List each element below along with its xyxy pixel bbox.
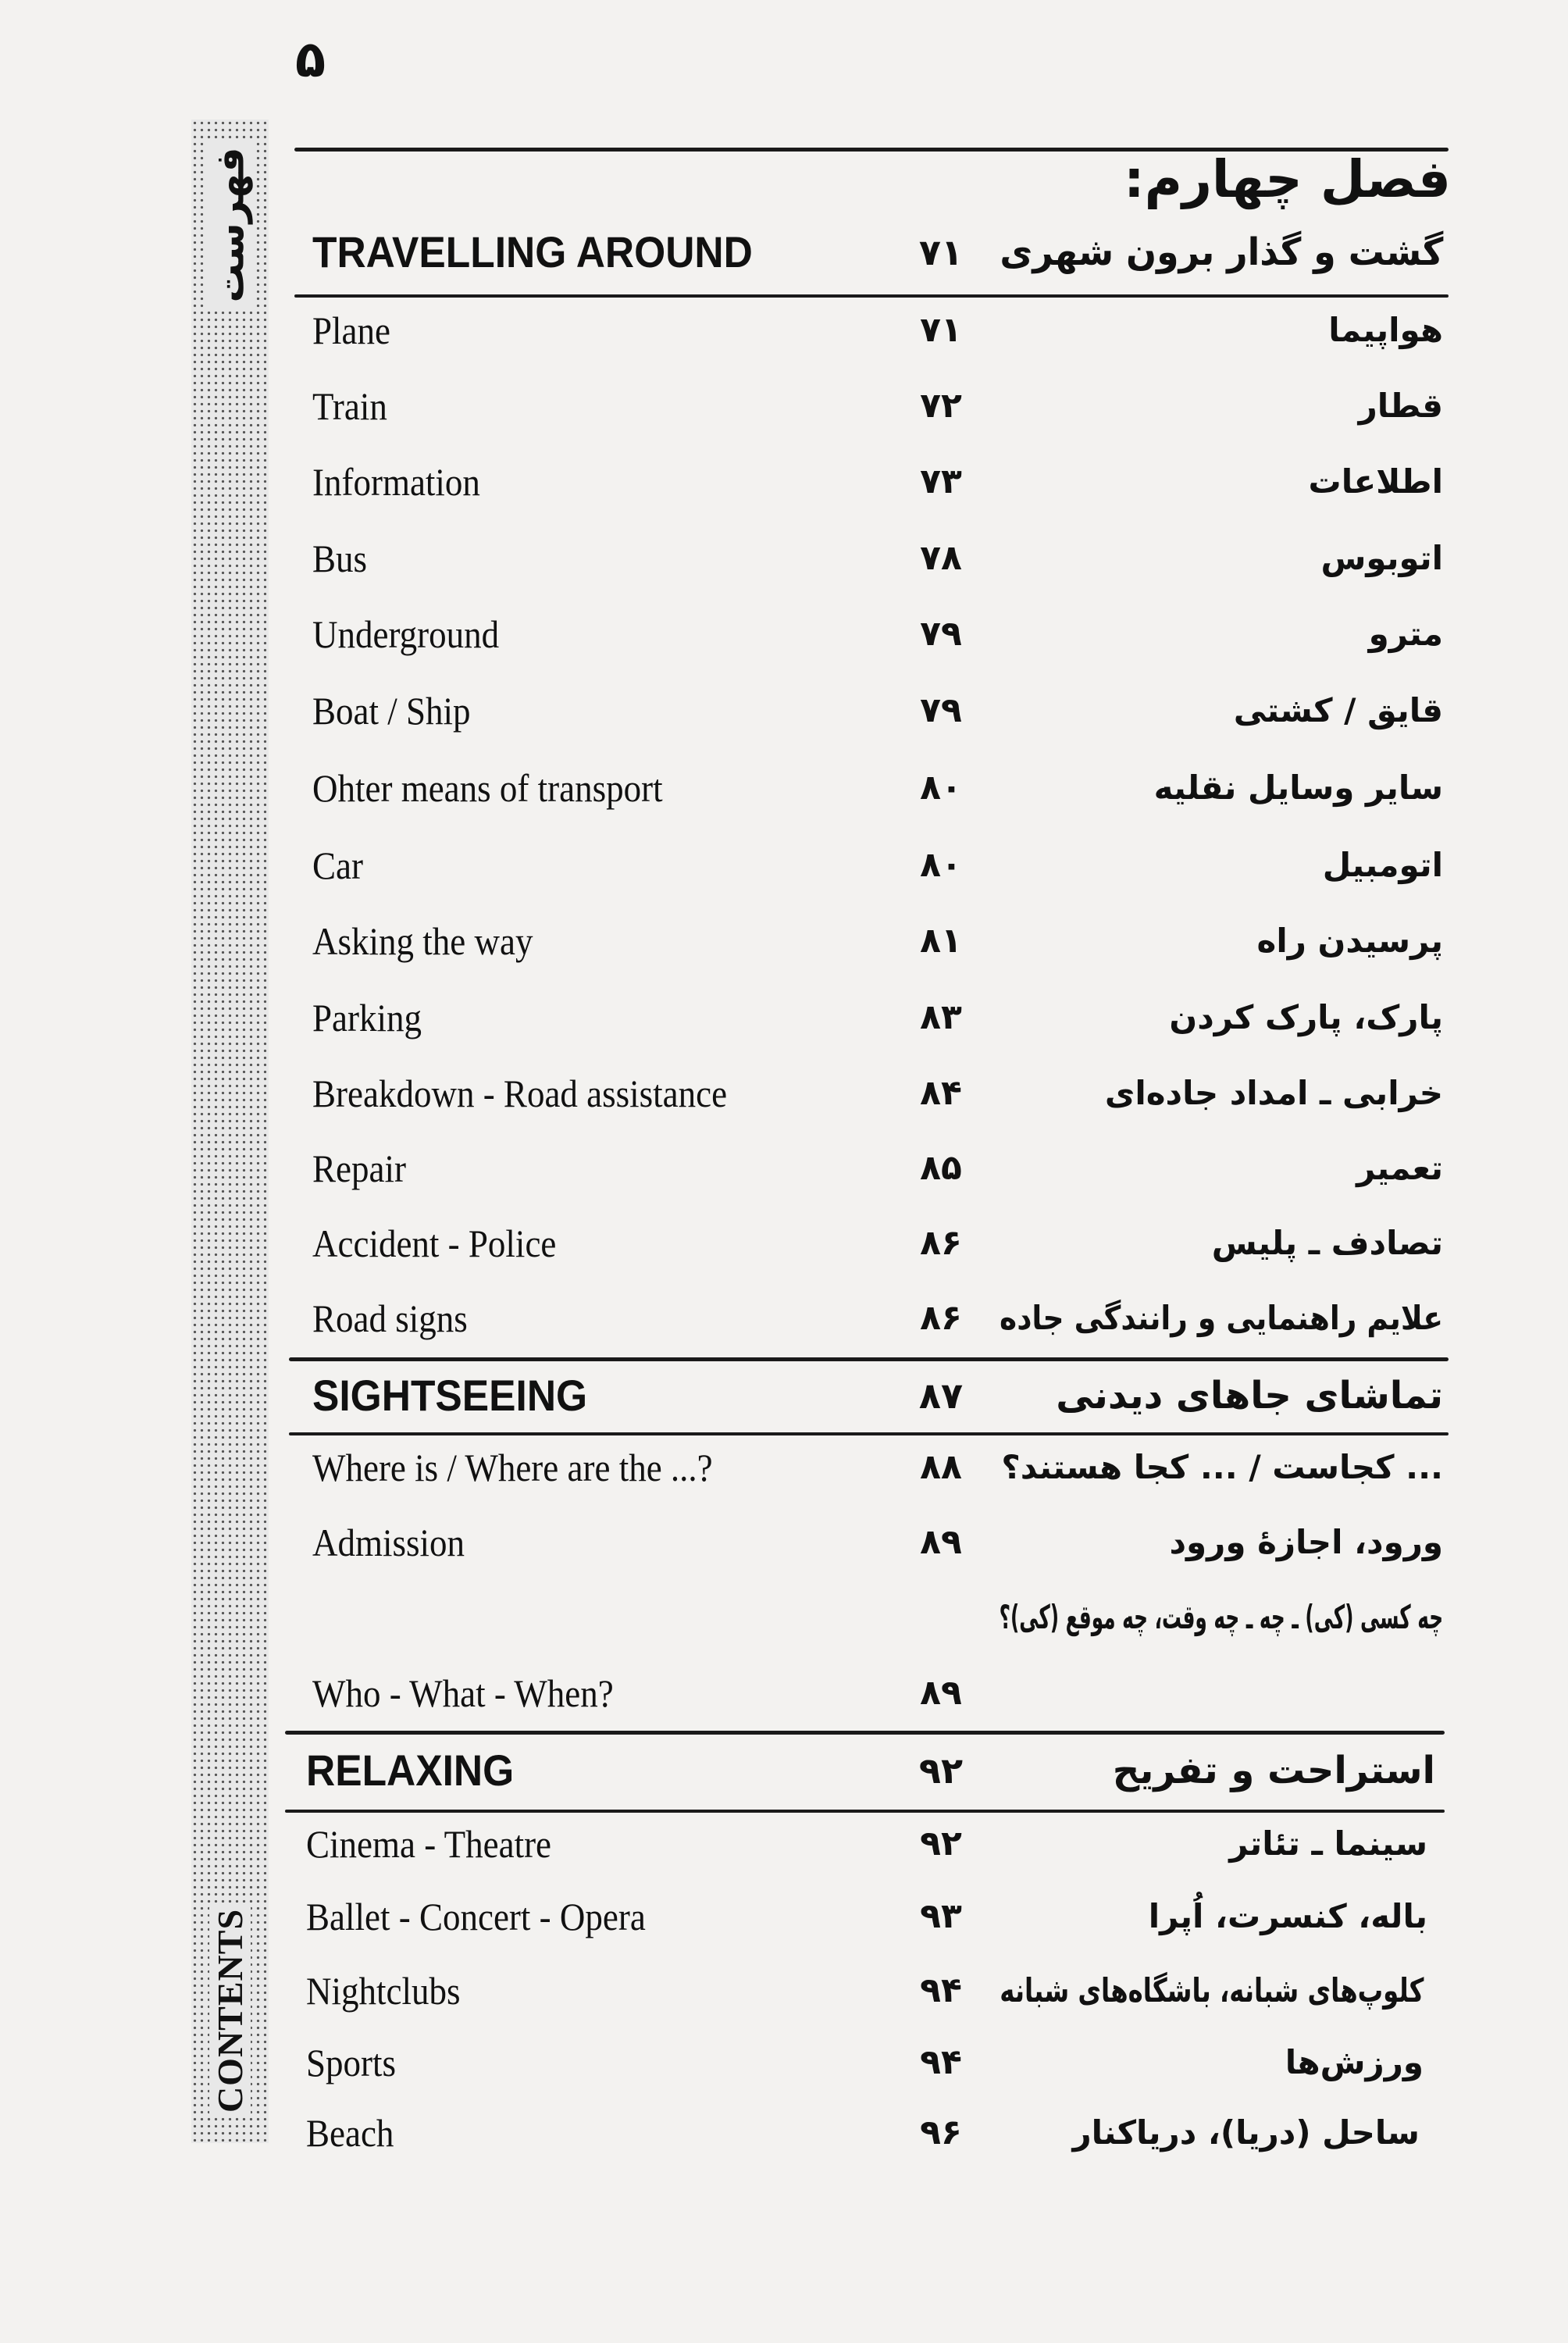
divider (285, 1731, 1445, 1735)
toc-entry (0, 2109, 1568, 2163)
toc-entry (0, 1144, 1568, 1199)
entry-en: Cinema - Theatre (306, 1822, 552, 1866)
entry-fa: ... کجاست / ... کجا هستند؟ (1001, 1448, 1443, 1486)
entry-en: Nightclubs (306, 1969, 461, 2013)
entry-fa: علایم راهنمایی و رانندگی جاده (1000, 1299, 1443, 1337)
entry-fa: ساحل (دریا)، دریاکنار (1072, 2113, 1420, 2152)
divider (289, 1432, 1449, 1435)
entry-en: Accident - Police (312, 1221, 557, 1265)
page-ref: ۷۱ (918, 231, 964, 273)
page-ref: ۸۰ (920, 845, 962, 885)
entry-en: Car (312, 843, 363, 887)
entry-fa: پارک، پارک کردن (1169, 998, 1443, 1036)
entry-en: Breakdown - Road assistance (312, 1072, 728, 1115)
page-ref: ۷۹ (920, 690, 962, 730)
page-ref: ۸۹ (920, 1673, 962, 1713)
entry-en: Beach (306, 2111, 394, 2155)
entry-fa: اتوبوس (1320, 539, 1443, 577)
side-tab-persian: فهرست (208, 143, 253, 308)
divider (289, 1357, 1449, 1361)
section-title-en: RELAXING (306, 1746, 515, 1795)
section-title-fa: تماشای جاهای دیدنی (1056, 1374, 1443, 1418)
toc-entry (0, 2038, 1568, 2093)
toc-entry (0, 1820, 1568, 1874)
page-ref: ۹۲ (920, 1824, 962, 1863)
entry-fa: قایق / کشتی (1233, 691, 1443, 729)
page-ref: ۹۳ (920, 1896, 962, 1936)
side-tab-english: CONTENTS (209, 1903, 251, 2117)
section-heading (0, 1745, 1568, 1799)
entry-fa: خرابی ـ امداد جاده‌ای (1104, 1074, 1443, 1112)
entry-en: Boat / Ship (312, 689, 471, 733)
section-heading (0, 1370, 1568, 1425)
page-ref: ۸۶ (920, 1223, 962, 1263)
page-ref: ۸۶ (920, 1298, 962, 1338)
toc-entry (0, 993, 1568, 1048)
page-ref: ۹۴ (920, 1970, 962, 2010)
entry-fa: تصادف ـ پلیس (1211, 1224, 1443, 1262)
toc-entry (0, 382, 1568, 437)
page-ref: ۹۶ (920, 2113, 962, 2152)
entry-fa: سایر وسایل نقلیه (1153, 769, 1443, 807)
toc-entry (0, 1294, 1568, 1349)
entry-en: Bus (312, 537, 368, 580)
page-ref: ۸۳ (920, 997, 962, 1037)
chapter-title: فصل چهارم: (1124, 149, 1451, 209)
toc-entry (0, 1669, 1568, 1724)
page-ref: ۸۹ (920, 1522, 962, 1562)
toc-entry (0, 841, 1568, 896)
entry-fa: مترو (1368, 615, 1443, 653)
section-title-en: SIGHTSEEING (312, 1371, 588, 1420)
section-title-en: TRAVELLING AROUND (312, 227, 753, 276)
entry-fa: ورزش‌ها (1285, 2043, 1424, 2081)
toc-entry (0, 1967, 1568, 2021)
divider (294, 294, 1449, 298)
entry-fa: کلوپ‌های شبانه، باشگاه‌های شبانه (999, 1971, 1424, 2010)
toc-entry (0, 1593, 1568, 1648)
entry-en: Plane (312, 308, 390, 352)
toc-entry (0, 534, 1568, 589)
toc-entry (0, 1518, 1568, 1573)
page-ref: ۷۹ (920, 614, 962, 654)
entry-fa: چه کسی (کی) ـ چه ـ چه وقت، چه موقع (کی)؟ (999, 1598, 1443, 1636)
divider (285, 1810, 1445, 1813)
entry-en: Repair (312, 1147, 406, 1190)
entry-fa: سینما ـ تئاتر (1229, 1824, 1427, 1863)
toc-entry (0, 917, 1568, 972)
entry-fa: تعمیر (1356, 1149, 1443, 1187)
toc-entry (0, 686, 1568, 741)
entry-en: Parking (312, 996, 422, 1040)
page-ref: ۹۴ (920, 2042, 962, 2082)
page-ref: ۸۸ (920, 1447, 962, 1487)
toc-entry (0, 1892, 1568, 1947)
entry-fa: هواپیما (1328, 311, 1443, 349)
entry-fa: باله، کنسرت، اُپرا (1148, 1897, 1427, 1935)
entry-fa: پرسیدن راه (1256, 922, 1443, 960)
section-title-fa: استراحت و تفریح (1112, 1749, 1435, 1792)
page-ref: ۸۵ (920, 1148, 962, 1188)
toc-entry (0, 306, 1568, 361)
entry-en: Admission (312, 1521, 465, 1564)
page-ref: ۸۴ (920, 1073, 962, 1113)
entry-en: Who - What - When? (312, 1671, 614, 1715)
toc-entry (0, 1219, 1568, 1274)
entry-en: Where is / Where are the ...? (312, 1446, 713, 1489)
entry-en: Information (312, 460, 480, 504)
toc-entry (0, 458, 1568, 512)
entry-fa: ورود، اجازهٔ ورود (1169, 1523, 1443, 1561)
entry-fa: قطار (1358, 387, 1443, 425)
entry-en: Underground (312, 612, 500, 656)
entry-en: Road signs (312, 1296, 468, 1340)
entry-fa: اطلاعات (1308, 462, 1443, 501)
page-ref: ۷۲ (920, 386, 962, 426)
section-title-fa: گشت و گذار برون شهری (999, 230, 1443, 274)
toc-entry (0, 764, 1568, 818)
page-ref: ۷۳ (920, 462, 962, 501)
toc-entry (0, 610, 1568, 665)
entry-en: Ohter means of transport (312, 766, 663, 810)
toc-entry (0, 1443, 1568, 1498)
page-number: ۵ (295, 31, 326, 89)
entry-en: Ballet - Concert - Opera (306, 1895, 646, 1938)
entry-en: Train (312, 384, 387, 428)
toc-entry (0, 1069, 1568, 1124)
entry-en: Sports (306, 2041, 397, 2084)
entry-en: Asking the way (312, 919, 533, 963)
section-heading (0, 226, 1568, 281)
page-ref: ۷۸ (920, 538, 962, 578)
entry-fa: اتومبیل (1322, 846, 1443, 884)
page-ref: ۹۲ (918, 1749, 964, 1792)
page-ref: ۸۷ (918, 1375, 964, 1417)
page-ref: ۷۱ (920, 310, 962, 350)
page-ref: ۸۰ (920, 768, 962, 808)
page-ref: ۸۱ (920, 921, 962, 961)
